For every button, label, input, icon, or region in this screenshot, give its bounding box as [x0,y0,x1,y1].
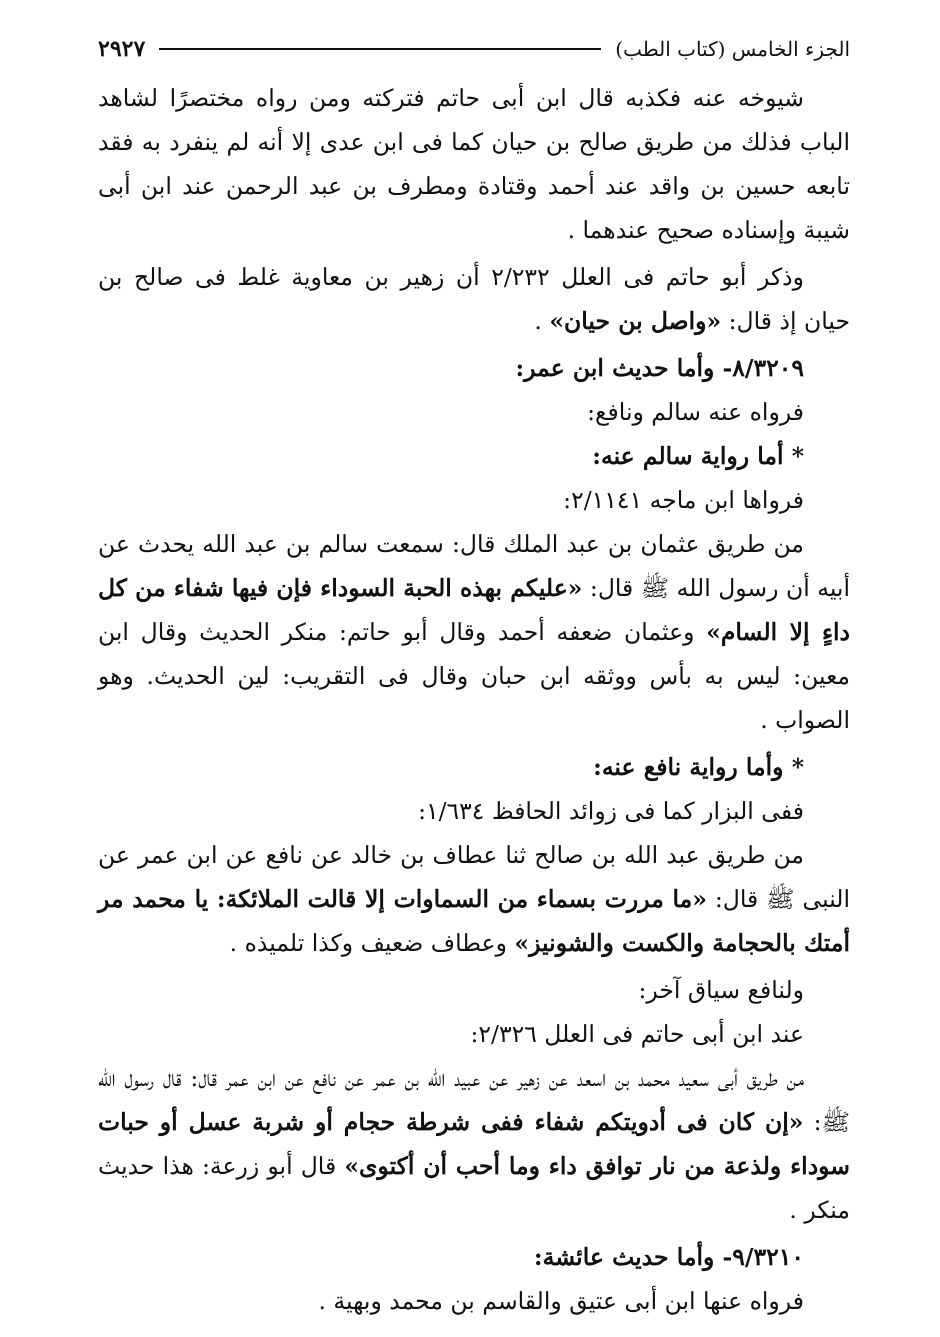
paragraph-2: وذكر أبو حاتم فى العلل ٢/٢٣٢ أن زهير بن معاوية غلط فى صالح بن حيان إذ قال: «واصل بن حيان» . [98,263,850,335]
paragraph-ilal: عند ابن أبى حاتم فى العلل ٢/٣٢٦: [470,1020,804,1048]
paragraph-bazzar: ففى البزار كما فى زوائد الحافظ ١/٦٣٤: [418,797,804,825]
subheading-nafi: * وأما رواية نافع عنه: [593,753,804,781]
section-heading-aisha: ٩/٣٢١٠- وأما حديث عائشة: [533,1243,804,1271]
paragraph-narrators: فرواه عنه سالم ونافع: [587,398,804,426]
paragraph-hadith-remedies: من طريق أبى سعيد محمد بن اسعد عن زهير عن عبيد الله بن عمر عن نافع عن ابن عمر قال: قال رسول الله ﷺ: «إن كان فى أدويتكم شفاء ففى شرطة حجام أو شربة عسل أو حبات سوداء ولذعة من نار توافق داء وما أحب أن أكتوى» قال أبو زرعة: هذا حديث منكر . [98,1064,850,1224]
paragraph-hadith-black-seed: من طريق عثمان بن عبد الملك قال: سمعت سالم بن عبد الله يحدث عن أبيه أن رسول الله ﷺ قال: «عليكم بهذه الحبة السوداء فإن فيها شفاء من كل داءٍ إلا السام» وعثمان ضعفه أحمد وقال أبو حاتم: منكر الحديث وقال ابن معين: ليس به بأس ووثقه ابن حبان وقال فى التقريب: لين الحديث. وهو الصواب . [98,530,850,734]
page-number: ٢٩٢٧ [98,36,146,62]
hadith-text: «عليكم بهذه الحبة السوداء فإن فيها شفاء من كل داءٍ إلا السام» [98,574,850,646]
hadith-text: «ما مررت بسماء من السماوات إلا قالت الملائكة: يا محمد مر أمتك بالحجامة والكست والشونيز» [98,885,850,957]
paragraph-aisha-narrators: فرواه عنها ابن أبى عتيق والقاسم بن محمد وبهية . [318,1287,804,1315]
paragraph-1: شيوخه عنه فكذبه قال ابن أبى حاتم فتركته ومن رواه مختصرًا لشاهد الباب فذلك من طريق صالح بن حيان كما فى ابن عدى إلا أنه لم ينفرد به فقد تابعه حسين بن واقد عند أحمد وقتادة ومطرف بن عبد الرحمن عند ابن أبى شيبة وإسناده صحيح عندهما . [98,84,850,244]
running-title: الجزء الخامس (كتاب الطب) [615,37,850,61]
subheading-salim: * أما رواية سالم عنه: [592,442,804,470]
section-heading-ibn-umar: ٨/٣٢٠٩- وأما حديث ابن عمر: [515,354,804,382]
paragraph-hadith-hijama: من طريق عبد الله بن صالح ثنا عطاف بن خالد عن نافع عن ابن عمر عن النبى ﷺ قال: «ما مررت بسماء من السماوات إلا قالت الملائكة: يا محمد مر أمتك بالحجامة والكست والشونيز» وعطاف ضعيف وكذا تلميذه . [98,841,850,957]
quoted-name: «واصل بن حيان» [549,307,722,335]
paragraph-ibn-majah: فرواها ابن ماجه ٢/١١٤١: [563,486,804,514]
page-header [98,34,850,64]
header-rule [159,48,601,50]
hadith-text: «إن كان فى أدويتكم شفاء ففى شرطة حجام أو شربة عسل أو حبات سوداء ولذعة من نار توافق داء وما أحب أن أكتوى» [98,1108,850,1180]
page-body [98,76,850,1317]
paragraph-another-context: ولنافع سياق آخر: [638,976,804,1004]
